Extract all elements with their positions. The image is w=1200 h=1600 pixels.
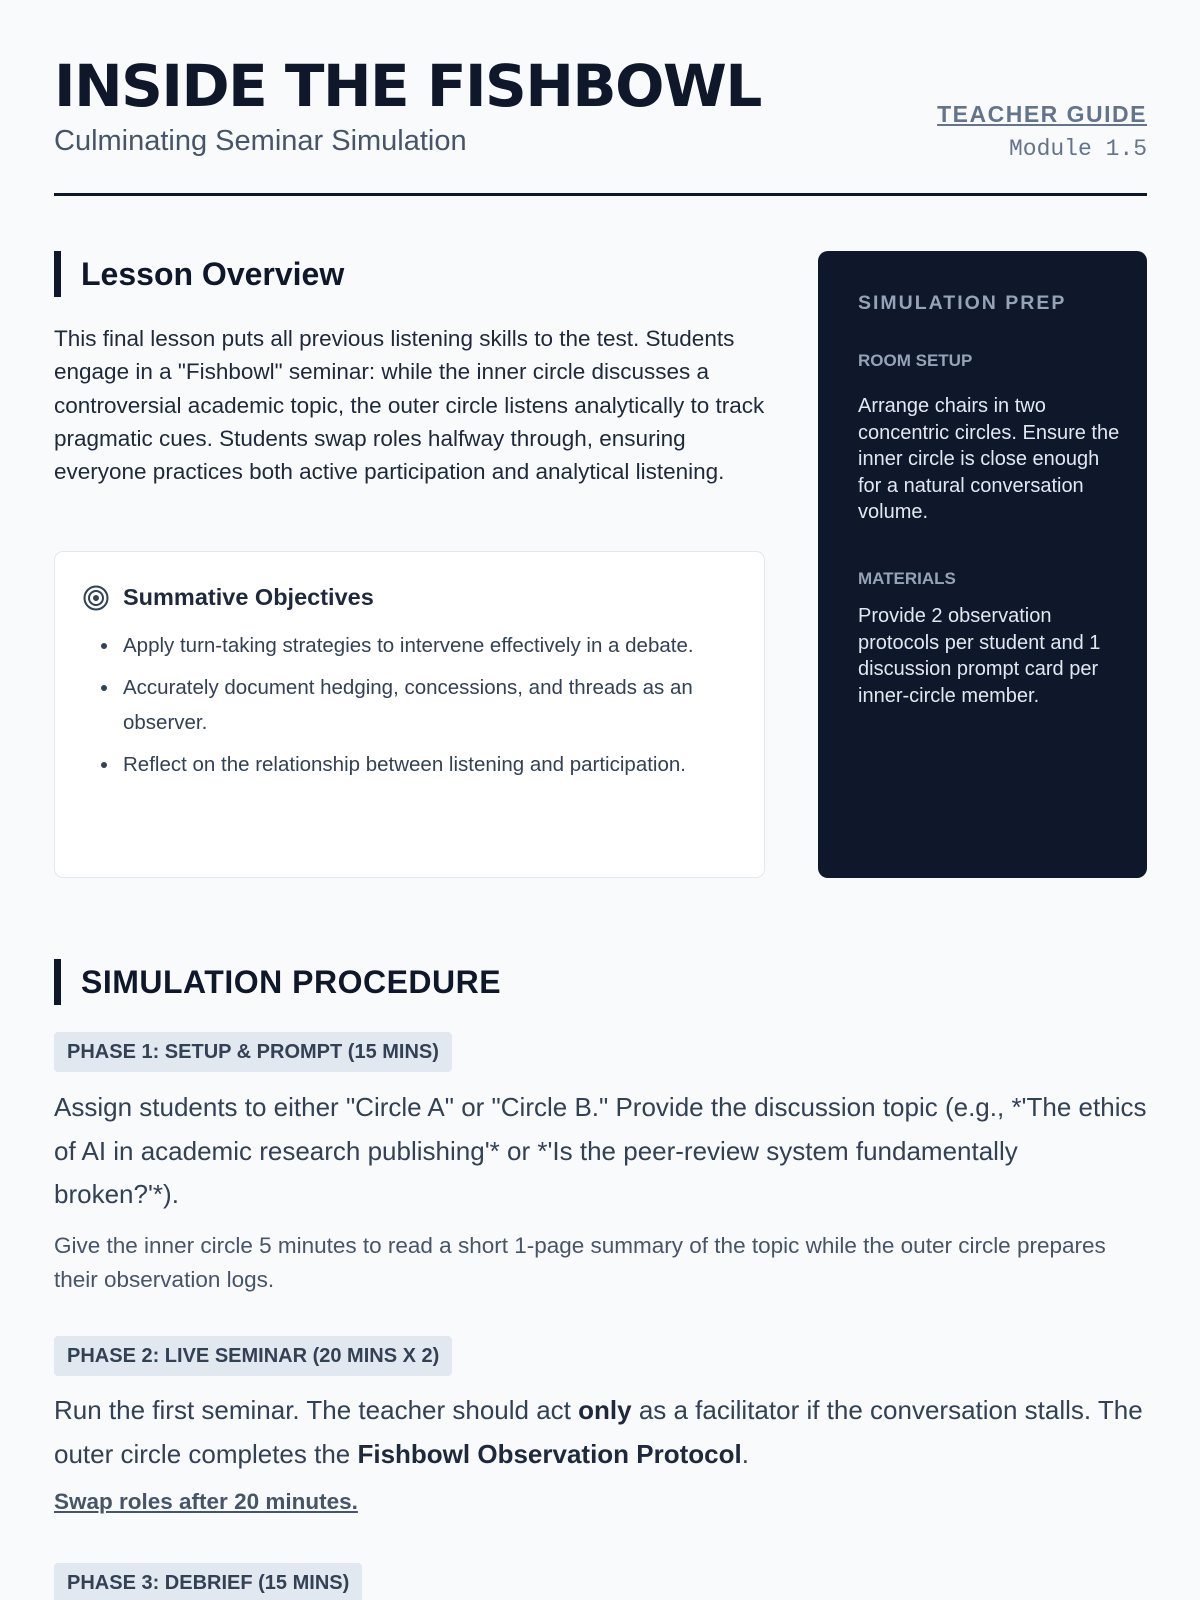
lesson-overview-text: This final lesson puts all previous listening skills to the test. Students engage in a "Fishbowl" seminar: while the inner circle discusses a controversial academic topic, the outer circle listens analytically to track pragmatic cues. Students swap roles halfway through, ensuring everyone practices both active participation and analytical listening. xyxy=(54,326,765,485)
room-setup-label: ROOM SETUP xyxy=(858,351,973,370)
lesson-overview-heading: Lesson Overview xyxy=(54,251,344,297)
phase-2-text-part: Run the first seminar. The teacher should act xyxy=(54,1395,579,1425)
target-icon xyxy=(83,585,109,611)
phase-1-note: Give the inner circle 5 minutes to read a short 1-page summary of the topic while the outer circle prepares their observation logs. xyxy=(54,1233,1106,1292)
swap-roles-link[interactable]: Swap roles after 20 minutes. xyxy=(54,1489,358,1514)
phase-2-text-part: . xyxy=(741,1438,749,1469)
objectives-title: Summative Objectives xyxy=(123,584,374,610)
teacher-guide-page xyxy=(54,0,1147,1594)
room-setup-text: Arrange chairs in two concentric circles. Ensure the inner circle is close enough for a natural conversation volume. xyxy=(858,395,1120,523)
emphasis-only: only xyxy=(578,1395,632,1425)
objective-item: Apply turn-taking strategies to intervene effectively in a debate. xyxy=(123,628,748,663)
phase-2-badge: PHASE 2: LIVE SEMINAR (20 MINS X 2) xyxy=(54,1336,452,1376)
page-title: INSIDE THE FISHBOWL xyxy=(54,52,761,120)
simulation-prep-sidebar xyxy=(818,251,1147,878)
phase-1-text: Assign students to either "Circle A" or "Circle B." Provide the discussion topic (e.g., *'The ethics of AI in academic research publishing'* or *'Is the peer-review system fundamentally broken?'*). xyxy=(54,1092,1147,1209)
teacher-guide-link[interactable]: TEACHER GUIDE xyxy=(937,101,1147,127)
objectives-list xyxy=(123,628,748,789)
summative-objectives-card xyxy=(54,551,765,878)
protocol-name: Fishbowl Observation Protocol xyxy=(357,1438,742,1469)
module-label: Module 1.5 xyxy=(1008,136,1147,162)
objectives-header xyxy=(83,584,374,611)
page-subtitle: Culminating Seminar Simulation xyxy=(54,125,467,157)
phase-2-text xyxy=(54,1389,1147,1476)
objective-item: Reflect on the relationship between listening and participation. xyxy=(123,747,748,782)
page-header xyxy=(54,0,1147,196)
simulation-procedure-heading: SIMULATION PROCEDURE xyxy=(54,959,501,1005)
phase-2-text-part: as a facilitator if the conversation stalls. The outer circle completes the xyxy=(54,1395,1143,1469)
prep-title: SIMULATION PREP xyxy=(858,292,1067,314)
materials-label: MATERIALS xyxy=(858,569,956,588)
objective-item: Accurately document hedging, concessions, and threads as an observer. xyxy=(123,670,748,740)
materials-text: Provide 2 observation protocols per student and 1 discussion prompt card per inner-circle member. xyxy=(858,605,1101,707)
phase-1-badge: PHASE 1: SETUP & PROMPT (15 MINS) xyxy=(54,1032,452,1072)
phase-3-badge: PHASE 3: DEBRIEF (15 MINS) xyxy=(54,1563,362,1600)
